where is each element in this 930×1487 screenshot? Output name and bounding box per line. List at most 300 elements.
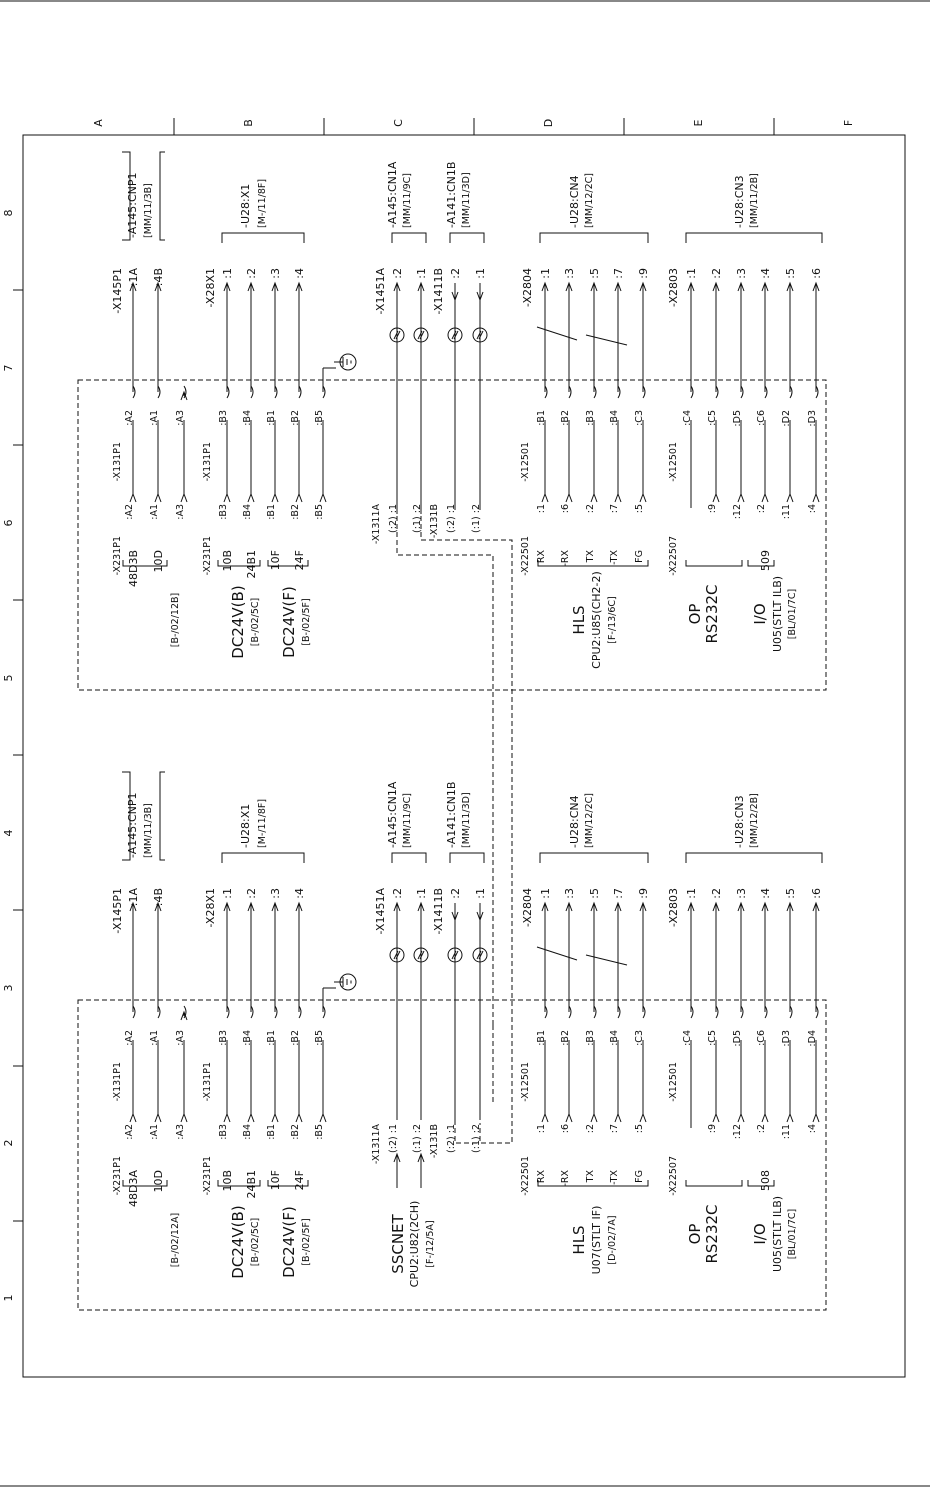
pin-label: :B3 [585,1030,596,1046]
pin-label: :B5 [314,504,325,520]
twisted-pair-mark [537,327,577,340]
arrow-up-icon [542,1114,548,1122]
pin-label: :5 [784,268,797,279]
pin-label: :D3 [807,410,818,427]
bracket [540,853,648,863]
pin-label: :B2 [560,1030,571,1046]
pin-label: :B1 [266,1030,277,1046]
pin-label: :6 [560,1124,571,1134]
connector-label: -X231P1 [112,1156,123,1196]
pin-label: :D2 [781,410,792,427]
pin-label: :B1 [536,1030,547,1046]
group-brace [686,1180,742,1186]
arrow-up-icon [813,1114,819,1122]
ref-label: -A141:CN1B [445,161,458,228]
wire-number: 10B [221,550,234,572]
wire-number: 10F [269,1170,282,1191]
pin-label: :C6 [756,1030,767,1046]
pin-label: :B3 [218,1030,229,1046]
pin-label: :C6 [756,410,767,426]
connector-label: -X1411B [432,888,445,935]
arrow-up-icon [591,494,597,502]
ref-label: -A145:CNP1 [126,792,139,858]
zone-label-row: 6 [2,519,15,527]
pin-label: :D5 [732,1030,743,1047]
signal-label: RX [536,1170,547,1184]
signal-label: FG [634,550,645,563]
pin-label: :1 [415,888,428,899]
arrow-up-icon [272,1114,278,1122]
group-ref: [BL/01/7C] [787,1208,798,1260]
ref-label: -U28:CN3 [733,795,746,848]
wire-number: 10F [269,550,282,571]
pin-label: :D5 [732,410,743,427]
pin-label: :B5 [314,410,325,426]
pin-label: :B1 [266,504,277,520]
connector-label: -X12501 [520,1062,531,1102]
pin-label: :B5 [314,1030,325,1046]
connector-label: -X2804 [521,888,534,927]
wire-number: 24F [293,550,306,571]
arrow-up-icon [566,494,572,502]
pin-label: :4 [759,888,772,899]
ground-symbol-icon [334,974,356,990]
arrow-up-icon [762,1114,768,1122]
arrow-up-icon [713,494,719,502]
pin-label: :3 [563,888,576,899]
group-label: HLS [570,605,588,635]
wire-number: 24B1 [245,550,258,579]
pin-label: :B4 [242,504,253,520]
arrow-up-icon [787,494,793,502]
connector-label: -X131P1 [112,442,123,482]
pin-label: :6 [810,888,823,899]
arrow-up-icon [296,1114,302,1122]
group-label: OP [686,603,704,625]
pin-label: :3 [563,268,576,279]
pin-label: :4 [807,504,818,514]
bracket [222,853,304,863]
pin-label: :4B [152,888,165,907]
ref-label: -U28:CN4 [568,175,581,228]
zone-label-row: 7 [2,364,15,372]
signal-label: TX [585,550,596,563]
pin-label: :C5 [707,410,718,426]
connector-label: -X145P1 [111,888,124,934]
group-label: DC24V(F) [280,586,298,658]
pin-label: :B4 [242,1124,253,1140]
arrow-up-icon [272,494,278,502]
signal-label: -TX [609,1170,620,1185]
ref-label: [M-/11/8F] [257,178,268,228]
pin-label: :D3 [781,1030,792,1047]
wire-number: 509 [759,550,772,571]
connector-label: -X28X1 [204,888,217,928]
group-label: U05(STLT ILB) [771,1195,784,1273]
signal-label: FG [634,1170,645,1183]
pin-label: (:1) :2 [471,504,482,533]
connector-label: -X22501 [520,1156,531,1196]
pin-label: :A1 [149,410,160,426]
zone-label-row: 4 [2,829,15,837]
ref-label: [MM/12/2C] [584,793,595,848]
pin-label: :B4 [609,410,620,426]
twisted-pair-mark [586,335,627,345]
pin-label: :2 [245,888,258,899]
pin-label: :3 [269,268,282,279]
pin-label: (:2) :1 [446,1124,457,1153]
connector-label: -X1451A [374,888,387,935]
group-label: HLS [570,1225,588,1255]
zone-label-column: A [92,119,105,127]
bracket [392,233,426,243]
connector-label: -X28X1 [204,268,217,308]
group-label: I/O [751,603,769,625]
zone-label-column: B [242,119,255,127]
ref-label: [MM/11/3B] [143,183,154,238]
pin-label: (:1) :2 [412,504,423,533]
connector-label: -X231P1 [112,536,123,576]
connector-label: -X12501 [668,1062,679,1102]
zone-label-column: D [542,118,555,128]
group-label: U07(STLT IF) [590,1205,603,1275]
group-ref: [B-/02/12B] [170,592,181,648]
pin-label: :2 [391,268,404,279]
connector-label: -X1311A [371,504,382,545]
pin-label: :B3 [218,410,229,426]
arrow-up-icon [542,494,548,502]
arrow-up-icon [787,1114,793,1122]
wire-number: 10B [221,1170,234,1192]
pin-label: :1 [685,888,698,899]
wire-number: 48D3A [127,1170,140,1207]
arrow-up-icon [248,494,254,502]
pin-label: :B1 [266,1124,277,1140]
arrow-up-icon [296,494,302,502]
arrow-up-icon [813,494,819,502]
group-label: CPU2:U82(2CH) [408,1200,421,1288]
pin-label: :1 [221,888,234,899]
pin-label: :B1 [266,410,277,426]
pin-label: :5 [588,268,601,279]
pin-label: :1 [415,268,428,279]
twisted-pair-mark [537,947,577,960]
pin-label: :C4 [682,410,693,426]
pin-label: :B2 [560,410,571,426]
ref-label: -U28:X1 [239,803,252,848]
zone-label-column: E [692,119,705,127]
pin-label: :C3 [634,1030,645,1046]
ref-label: -A145:CN1A [386,161,399,228]
zone-label-row: 2 [2,1139,15,1147]
pin-label: :A3 [175,410,186,426]
connector-label: -X22507 [668,1156,679,1196]
pin-label: :A2 [124,410,135,426]
group-label: U05(STLT ILB) [771,575,784,653]
ref-label: -U28:X1 [239,183,252,228]
group-label: I/O [751,1223,769,1245]
pin-label: :2 [756,504,767,514]
pin-label: :7 [609,504,620,514]
pin-label: :A1 [149,1124,160,1140]
signal-label: RX [536,550,547,564]
pin-label: (:2) :1 [388,1124,399,1153]
connector-label: -X1411B [432,268,445,315]
group-ref: [B-/02/5C] [250,1217,261,1267]
connector-label: -X1311A [371,1124,382,1165]
pin-label: :B1 [536,410,547,426]
ref-label: -A145:CNP1 [126,172,139,238]
connector-label: -X131B [429,1124,440,1159]
pin-label: :2 [391,888,404,899]
pin-label: :7 [609,1124,620,1134]
pin-label: :B4 [242,1030,253,1046]
arrow-up-icon [591,1114,597,1122]
group-ref: [F-/12/5A] [425,1220,436,1268]
pin-label: :B2 [290,1124,301,1140]
zone-label-column: C [392,119,405,127]
pin-label: :1 [221,268,234,279]
pin-label: (:2) :1 [446,504,457,533]
pin-label: :5 [634,1124,645,1134]
ref-label: [MM/12/2C] [584,173,595,228]
ref-label: [MM/11/9C] [402,793,413,848]
connector-label: -X2803 [667,888,680,927]
pin-label: :B3 [585,410,596,426]
pin-label: :9 [707,1124,718,1134]
arrow-up-icon [320,494,326,502]
connector-label: -X131B [429,504,440,539]
pin-label: :3 [735,268,748,279]
group-label: DC24V(F) [280,1206,298,1278]
pin-label: :1 [539,268,552,279]
pin-label: :11 [781,504,792,520]
pin-label: :6 [810,268,823,279]
connector-label: -X131P1 [202,442,213,482]
arrow-up-icon [738,1114,744,1122]
wire-number: 24B1 [245,1170,258,1199]
signal-label: -RX [560,1170,571,1187]
pin-label: :12 [732,504,743,520]
signal-label: -TX [609,550,620,565]
group-ref: [B-/02/5C] [250,597,261,647]
ref-label: [MM/11/3D] [461,792,472,848]
pin-label: :5 [588,888,601,899]
ref-label: -A145:CN1A [386,781,399,848]
bracket [222,233,304,243]
pin-label: :A3 [175,1124,186,1140]
group-ref: [B-/02/12A] [170,1212,181,1268]
arrow-up-icon [181,1114,187,1122]
pin-label: (:1) :2 [412,1124,423,1153]
pin-label: :3 [735,888,748,899]
group-label: DC24V(B) [229,1205,247,1279]
group-label: RS232C [703,584,721,644]
wire-number: 48D3B [127,550,140,588]
pin-label: :A1 [149,1030,160,1046]
pin-label: :B2 [290,410,301,426]
connector-label: -X131P1 [112,1062,123,1102]
pin-label: :2 [245,268,258,279]
pin-label: :2 [585,1124,596,1134]
pin-label: :1 [474,268,487,279]
arrow-up-icon [224,494,230,502]
signal-label: -RX [560,550,571,567]
pin-label: :B4 [242,410,253,426]
arrow-up-icon [640,494,646,502]
ground-symbol-icon [334,354,356,370]
pin-label: :A1 [149,504,160,520]
arrow-up-icon [130,1114,136,1122]
pin-label: :A2 [124,504,135,520]
pin-label: :2 [585,504,596,514]
group-label: CPU2:U85(CH2-2) [590,571,603,669]
ref-label: [MM/12/2B] [749,793,760,848]
arrow-up-icon [615,494,621,502]
arrow-up-icon [738,494,744,502]
pin-label: :4 [293,888,306,899]
zone-label-column: F [842,119,855,127]
group-ref: [BL/01/7C] [787,588,798,640]
pin-label: :2 [449,268,462,279]
bracket [450,233,484,243]
pin-label: :4 [759,268,772,279]
pin-label: :A3 [175,1030,186,1046]
zone-label-row: 3 [2,984,15,992]
pin-label: :9 [707,504,718,514]
connector-label: -X12501 [520,442,531,482]
pin-label: :5 [634,504,645,514]
connector-label: -X1451A [374,268,387,315]
pin-label: :2 [710,268,723,279]
bracket [160,772,165,860]
group-ref: [F-/13/6C] [607,596,618,644]
pin-label: :9 [637,888,650,899]
pin-label: :1 [536,504,547,514]
pin-label: :1A [127,268,140,287]
connector-label: -X12501 [668,442,679,482]
ref-label: -U28:CN4 [568,795,581,848]
arrow-up-icon [640,1114,646,1122]
zone-label-row: 5 [2,674,15,682]
zone-label-row: 1 [2,1294,15,1302]
bracket [450,853,484,863]
group-label: SSCNET [389,1214,407,1274]
arrow-up-icon [762,494,768,502]
ref-label: [MM/11/3D] [461,172,472,228]
connector-label: -X231P1 [202,536,213,576]
ref-label: [MM/11/3B] [143,803,154,858]
group-ref: [B-/02/5F] [301,598,312,646]
wire-number: 24F [293,1170,306,1191]
arrow-up-icon [248,1114,254,1122]
ref-label: [MM/11/2B] [749,173,760,228]
pin-label: :B2 [290,1030,301,1046]
pin-label: :B3 [218,1124,229,1140]
pin-label: :11 [781,1124,792,1140]
cable-route-dashed [397,500,493,1025]
pin-label: :5 [784,888,797,899]
bracket [686,233,822,243]
pin-label: :7 [612,268,625,279]
pin-label: :4 [807,1124,818,1134]
pin-label: :B5 [314,1124,325,1140]
pin-label: :B2 [290,504,301,520]
twisted-pair-mark [586,955,627,965]
group-label: RS232C [703,1204,721,1264]
ref-label: -U28:CN3 [733,175,746,228]
pin-label: :A3 [175,504,186,520]
pin-label: :2 [756,1124,767,1134]
bracket [686,853,822,863]
pin-label: :1 [474,888,487,899]
pin-label: :A2 [124,1124,135,1140]
bracket [392,853,426,863]
pin-label: :B4 [609,1030,620,1046]
pin-label: :9 [637,268,650,279]
connector-label: -X231P1 [202,1156,213,1196]
connector-label: -X22507 [668,536,679,576]
ref-label: [M-/11/8F] [257,798,268,848]
signal-label: TX [585,1170,596,1183]
arrow-up-icon [155,1114,161,1122]
pin-label: :1A [127,888,140,907]
pin-label: :7 [612,888,625,899]
group-ref: [B-/02/5F] [301,1218,312,1266]
arrow-up-icon [320,1114,326,1122]
pin-label: :4B [152,268,165,287]
pin-label: :1 [685,268,698,279]
pin-label: :6 [560,504,571,514]
pin-label: :2 [449,888,462,899]
pin-label: :A2 [124,1030,135,1046]
bracket [160,152,165,240]
pin-label: (:1) :2 [471,1124,482,1153]
pin-label: :C3 [634,410,645,426]
connector-label: -X22501 [520,536,531,576]
connector-label: -X131P1 [202,1062,213,1102]
arrow-up-icon [155,494,161,502]
connector-label: -X2804 [521,268,534,307]
pin-label: :1 [536,1124,547,1134]
pin-label: :3 [269,888,282,899]
pin-label: :2 [710,888,723,899]
group-ref: [D-/02/7A] [607,1215,618,1265]
pin-label: (:2) :1 [388,504,399,533]
wire-number: 10D [152,1170,165,1193]
group-label: DC24V(B) [229,585,247,659]
pin-label: :12 [732,1124,743,1140]
arrow-up-icon [130,494,136,502]
zone-label-row: 8 [2,209,15,217]
pin-label: :1 [539,888,552,899]
wire-number: 508 [759,1170,772,1191]
wire-number: 10D [152,550,165,573]
arrow-up-icon [713,1114,719,1122]
group-label: OP [686,1223,704,1245]
pin-label: :4 [293,268,306,279]
bracket [540,233,648,243]
pin-label: :C4 [682,1030,693,1046]
connector-label: -X145P1 [111,268,124,314]
group-brace [686,560,742,566]
arrow-up-icon [566,1114,572,1122]
arrow-up-icon [181,494,187,502]
arrow-up-icon [615,1114,621,1122]
pin-label: :B3 [218,504,229,520]
ref-label: [MM/11/9C] [402,173,413,228]
arrow-up-icon [224,1114,230,1122]
